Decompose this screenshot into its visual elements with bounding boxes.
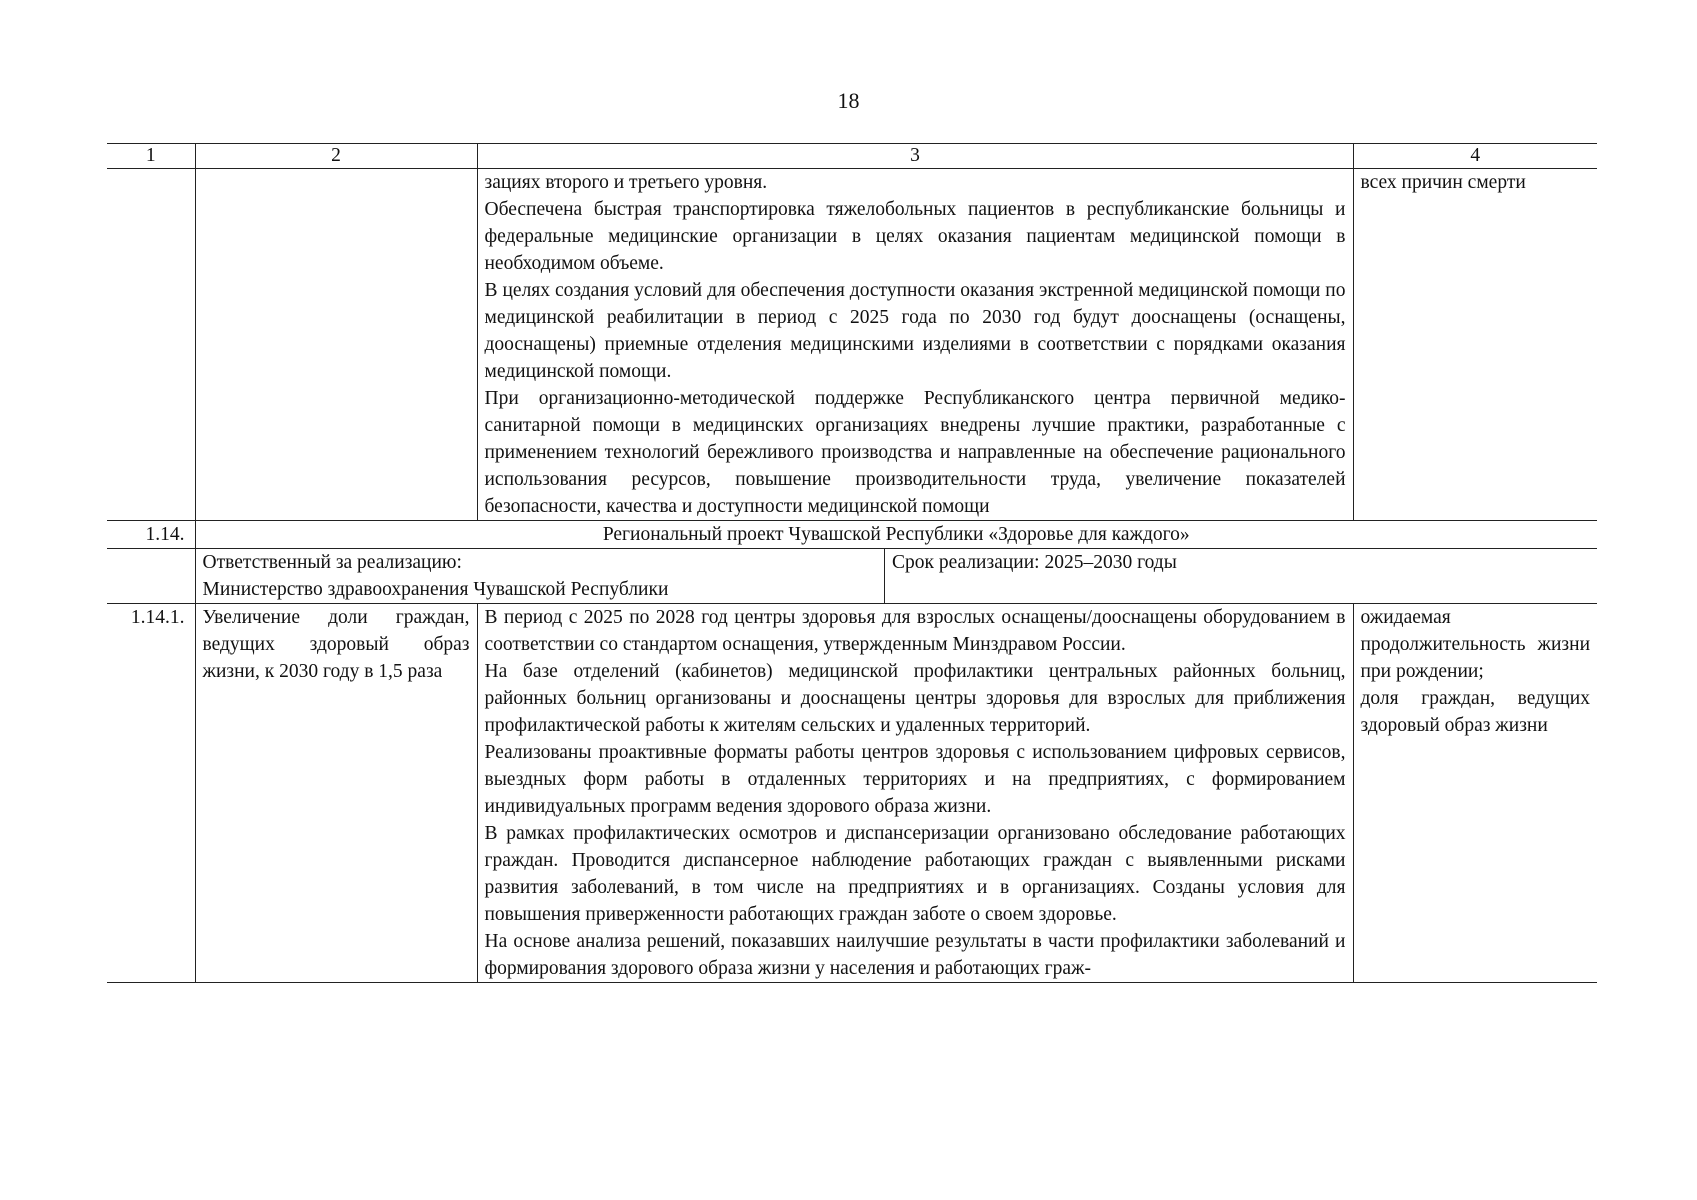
- paragraph: В период с 2025 по 2028 год центры здоровья для взрослых оснащены/дооснащены оборудованием в соответствии со стандартом оснащения, утвержденным Минздравом России.: [484, 607, 1346, 655]
- project-title: Региональный проект Чувашской Республики «Здоровье для каждого»: [195, 521, 1597, 549]
- paragraph: На основе анализа решений, показавших наилучшие результаты в части профилактики заболеваний и формирования здорового образа жизни у населения и работающих граж-: [484, 931, 1346, 979]
- paragraph: Реализованы проактивные форматы работы центров здоровья с использованием цифровых сервисов, выездных форм работы в отдаленных территориях и на предприятиях, с формированием индивидуальных программ ведения здорового образа жизни.: [484, 742, 1346, 817]
- paragraph: При организационно-методической поддержке Республиканского центра первичной медико-санитарной помощи в медицинских организациях внедрены лучшие практики, разработанные с применением технологий бережливого производства и направленные на обеспечение рационального использования ресурсов, повышение производительности труда, увеличение показателей безопасности, качества и доступности медицинской помощи: [484, 388, 1346, 517]
- header-col-1: 1: [107, 144, 195, 169]
- task-description: [477, 604, 1353, 983]
- paragraph: Обеспечена быстрая транспортировка тяжелобольных пациентов в республиканские больницы и федеральные медицинские организации в целях оказания пациентам медицинской помощи в необходимом объеме.: [484, 199, 1346, 274]
- responsible-value: Министерство здравоохранения Чувашской Республики: [202, 579, 669, 600]
- empty-cell: [107, 549, 195, 604]
- header-col-4: 4: [1353, 144, 1597, 169]
- responsible-cell: [195, 549, 1597, 604]
- project-number: 1.14.: [107, 521, 195, 549]
- header-col-2: 2: [195, 144, 477, 169]
- header-col-3: 3: [477, 144, 1353, 169]
- row-task: [195, 169, 477, 521]
- row-indicators: всех причин смерти: [1353, 169, 1597, 521]
- task-name: Увеличение доли граждан, ведущих здоровый образ жизни, к 2030 году в 1,5 раза: [195, 604, 477, 983]
- responsible-block: [196, 549, 885, 603]
- page-number: 18: [837, 88, 860, 113]
- row-number: [107, 169, 195, 521]
- responsible-inner-table: [196, 549, 1598, 603]
- table-row-responsible: [107, 549, 1597, 604]
- paragraph: В целях создания условий для обеспечения доступности оказания экстренной медицинской помощи по медицинской реабилитации в период с 2025 года по 2030 год будут дооснащены (оснащены, дооснащены) приемные отделения медицинскими изделиями в соответствии с порядками оказания медицинской помощи.: [484, 280, 1346, 382]
- table-row-task: [107, 604, 1597, 983]
- row-description: [477, 169, 1353, 521]
- task-indicators: [1353, 604, 1597, 983]
- paragraph: На базе отделений (кабинетов) медицинской профилактики центральных районных больниц, районных больниц организованы и дооснащены центры здоровья для взрослых для приближения профилактической работы к жителям сельских и удаленных территорий.: [484, 661, 1346, 736]
- indicator-item: доля граждан, ведущих здоровый образ жизни: [1360, 688, 1590, 736]
- indicator-item: ожидаемая продолжительность жизни при рождении;: [1360, 607, 1590, 682]
- table-header-row: [107, 144, 1597, 169]
- paragraph: В рамках профилактических осмотров и диспансеризации организовано обследование работающих граждан. Проводится диспансерное наблюдение работающих граждан с выявленными рисками развития заболеваний, в том числе на предприятиях и в организациях. Созданы условия для повышения приверженности работающих граждан заботе о своем здоровье.: [484, 823, 1346, 925]
- responsible-label: Ответственный за реализацию:: [202, 552, 462, 573]
- table-row-continued: [107, 169, 1597, 521]
- paragraph: зациях второго и третьего уровня.: [484, 172, 768, 193]
- implementation-term: Срок реализации: 2025–2030 годы: [885, 549, 1598, 603]
- activities-table: [107, 143, 1597, 983]
- program-table: [107, 143, 1597, 983]
- task-number: 1.14.1.: [107, 604, 195, 983]
- table-row-project: [107, 521, 1597, 549]
